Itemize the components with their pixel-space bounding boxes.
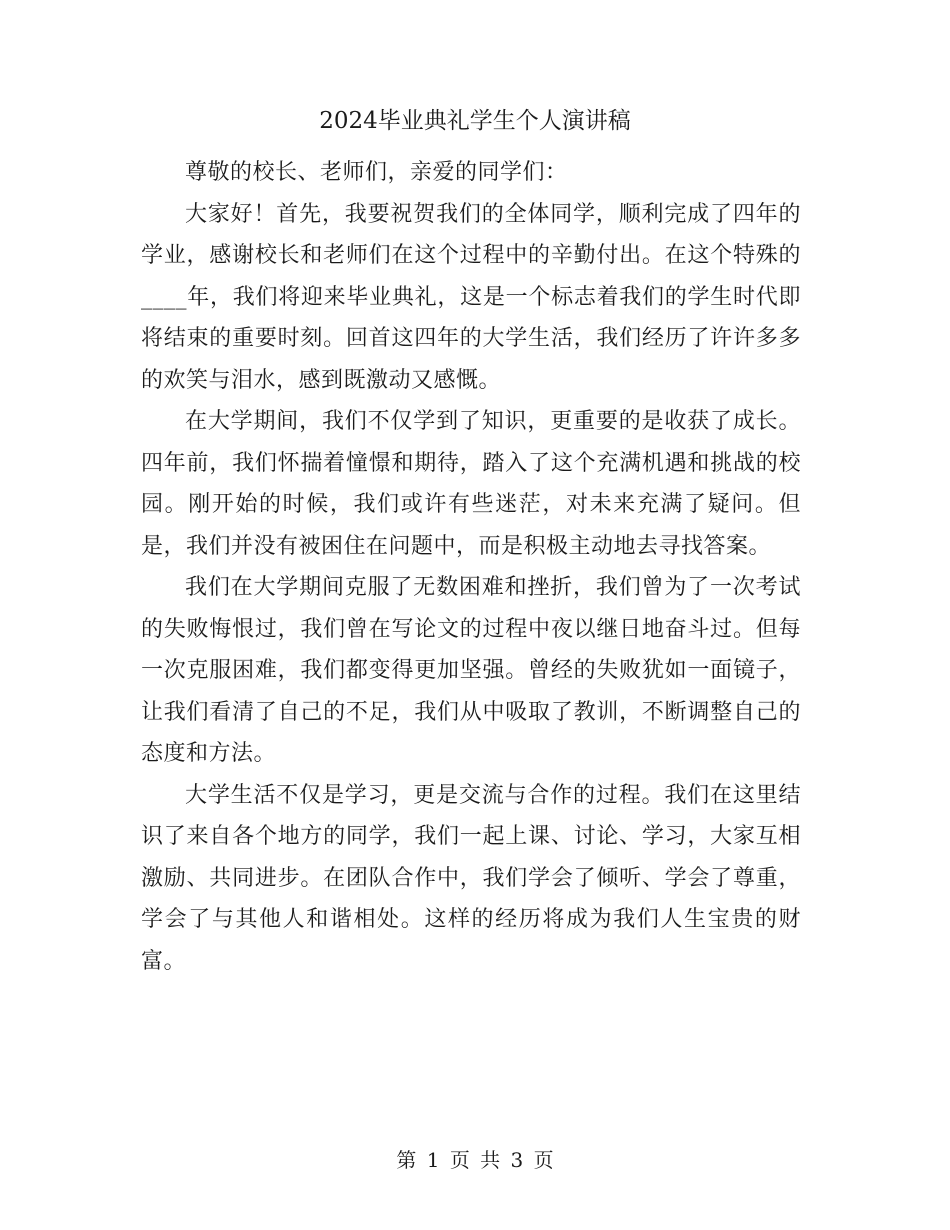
page-footer: 第 1 页 共 3 页 (396, 1148, 554, 1172)
document-title: 2024毕业典礼学生个人演讲稿 (319, 108, 631, 134)
paragraph-salutation: 尊敬的校长、老师们，亲爱的同学们： (185, 160, 568, 185)
paragraph-greeting: 大家好！首先，我要祝贺我们的全体同学，顺利完成了四年的学业，感谢校长和老师们在这个过程中的辛勤付出。在这个特殊的____年，我们将迎来毕业典礼，这是一个标志着我们的学生时代即将结束的重要时刻。回首这四年的大学生活，我们经历了许许多多的欢笑与泪水，感到既激动又感慨。 (141, 201, 801, 393)
document-body (141, 152, 801, 982)
paragraph-difficulties: 我们在大学期间克服了无数困难和挫折，我们曾为了一次考试的失败悔恨过，我们曾在写论文的过程中夜以继日地奋斗过。但每一次克服困难，我们都变得更加坚强。曾经的失败犹如一面镜子，让我们看清了自己的不足，我们从中吸取了教训，不断调整自己的态度和方法。 (141, 575, 801, 766)
paragraph-growth: 在大学期间，我们不仅学到了知识，更重要的是收获了成长。四年前，我们怀揣着憧憬和期待，踏入了这个充满机遇和挑战的校园。刚开始的时候，我们或许有些迷茫，对未来充满了疑问。但是，我们并没有被困住在问题中，而是积极主动地去寻找答案。 (141, 409, 801, 559)
paragraph-cooperation: 大学生活不仅是学习，更是交流与合作的过程。我们在这里结识了来自各个地方的同学，我们一起上课、讨论、学习，大家互相激励、共同进步。在团队合作中，我们学会了倾听、学会了尊重，学会了与其他人和谐相处。这样的经历将成为我们人生宝贵的财富。 (141, 782, 801, 974)
